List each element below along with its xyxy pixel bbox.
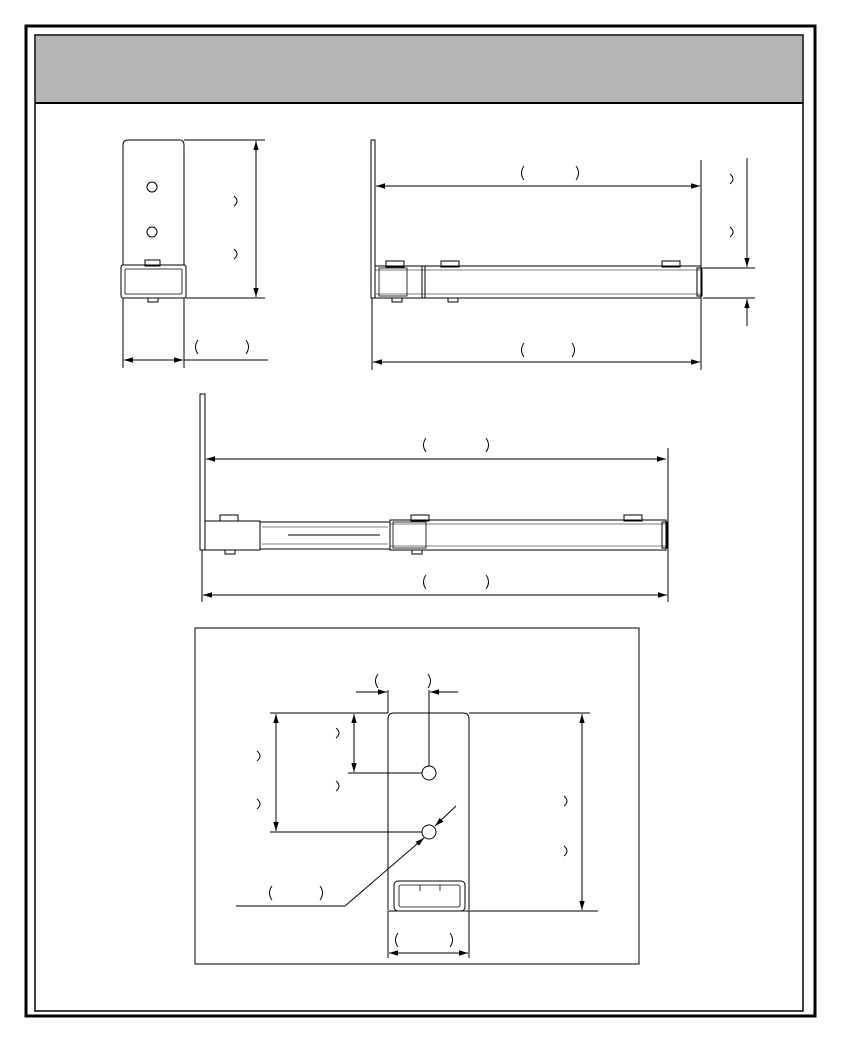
side-view-retracted [371,140,755,370]
detail-slide-body [394,881,465,911]
end-view-hole-bottom [147,227,157,237]
detail-frame [195,628,639,964]
end-view-hole-top [147,182,157,192]
detail-hole-bottom [422,825,436,839]
extended-clip-1 [220,515,238,521]
end-view-plate [123,140,184,265]
side-view-extended [200,394,668,602]
detail-view [195,628,639,964]
inner-frame [35,35,803,1011]
extended-outer-rail [390,520,666,550]
end-view-slide-body [121,265,186,298]
title-header-band [36,36,802,103]
retracted-back-plate [371,140,375,298]
detail-hole-top [422,766,436,780]
extended-inner-rail-end [205,521,260,550]
extended-back-plate [200,394,205,550]
end-view-clip-bottom [148,298,158,302]
retracted-outer-rail [375,266,701,298]
end-view [121,140,268,368]
